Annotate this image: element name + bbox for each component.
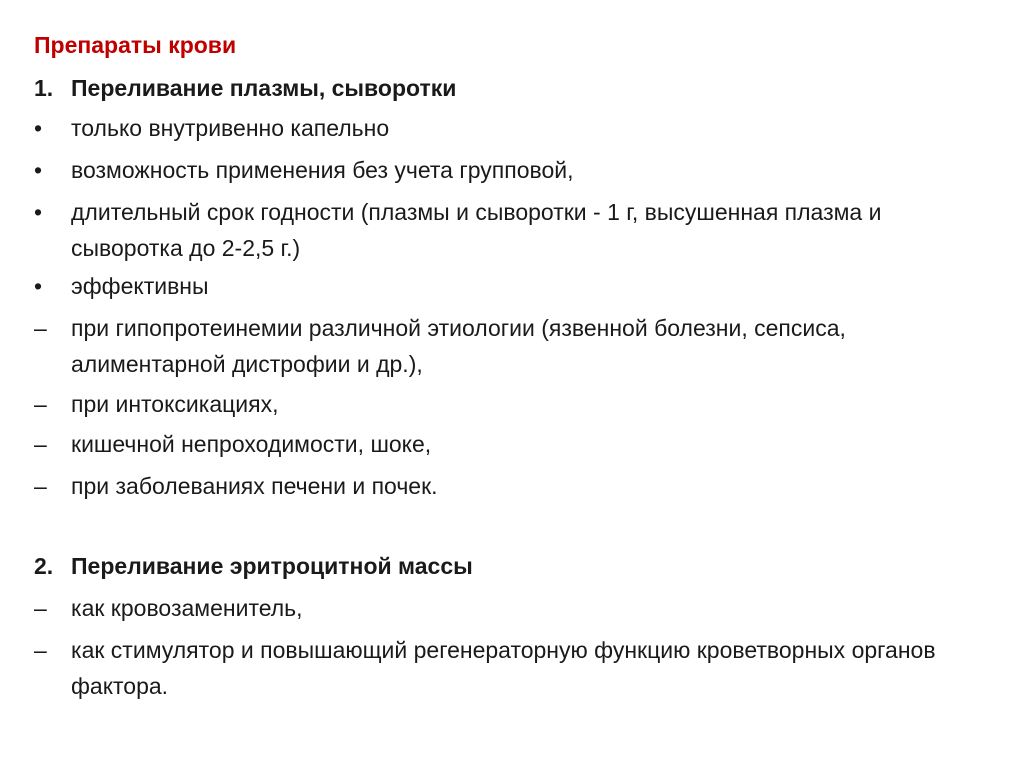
dash-marker: –	[34, 473, 47, 499]
list-item-text: как стимулятор и повышающий регенераторную функцию кроветворных органов фактора.	[71, 637, 936, 699]
list-item	[34, 110, 994, 146]
list-item-text: эффективны	[71, 273, 209, 299]
bullet-marker: •	[34, 115, 43, 141]
list-item-text: при интоксикациях,	[71, 391, 279, 417]
list-item-text: длительный срок годности (плазмы и сыворотки - 1 г, высушенная плазма и сыворотка до 2-2,5 г.)	[71, 199, 882, 261]
list-item	[34, 268, 994, 304]
list-item	[34, 386, 994, 422]
dash-marker: –	[34, 431, 47, 457]
list-item-text: при заболеваниях печени и почек.	[71, 473, 438, 499]
list-item	[34, 152, 994, 188]
list-item	[34, 194, 994, 266]
list-item-text: при гипопротеинемии различной этиологии (язвенной болезни, сепсиса, алиментарной дистрофии и др.),	[71, 315, 846, 377]
list-item	[34, 426, 994, 462]
section-1-heading-text: Переливание плазмы, сыворотки	[71, 75, 457, 101]
dash-marker: –	[34, 637, 47, 663]
dash-marker: –	[34, 315, 47, 341]
list-item-text: возможность применения без учета групповой,	[71, 157, 574, 183]
bullet-marker: •	[34, 273, 43, 299]
bullet-marker: •	[34, 199, 43, 225]
slide-title: Препараты крови	[34, 32, 237, 58]
list-item	[34, 632, 994, 704]
section-1-heading	[34, 70, 994, 106]
dash-marker: –	[34, 595, 47, 621]
list-item	[34, 310, 994, 382]
list-item-text: как кровозаменитель,	[71, 595, 303, 621]
section-1-number: 1.	[34, 75, 54, 101]
list-item	[34, 468, 994, 504]
bullet-marker: •	[34, 157, 43, 183]
section-2-number: 2.	[34, 553, 54, 579]
list-item	[34, 590, 994, 626]
dash-marker: –	[34, 391, 47, 417]
list-item-text: только внутривенно капельно	[71, 115, 390, 141]
list-item-text: кишечной непроходимости, шоке,	[71, 431, 432, 457]
section-2-heading	[34, 548, 994, 584]
section-2-heading-text: Переливание эритроцитной массы	[71, 553, 473, 579]
